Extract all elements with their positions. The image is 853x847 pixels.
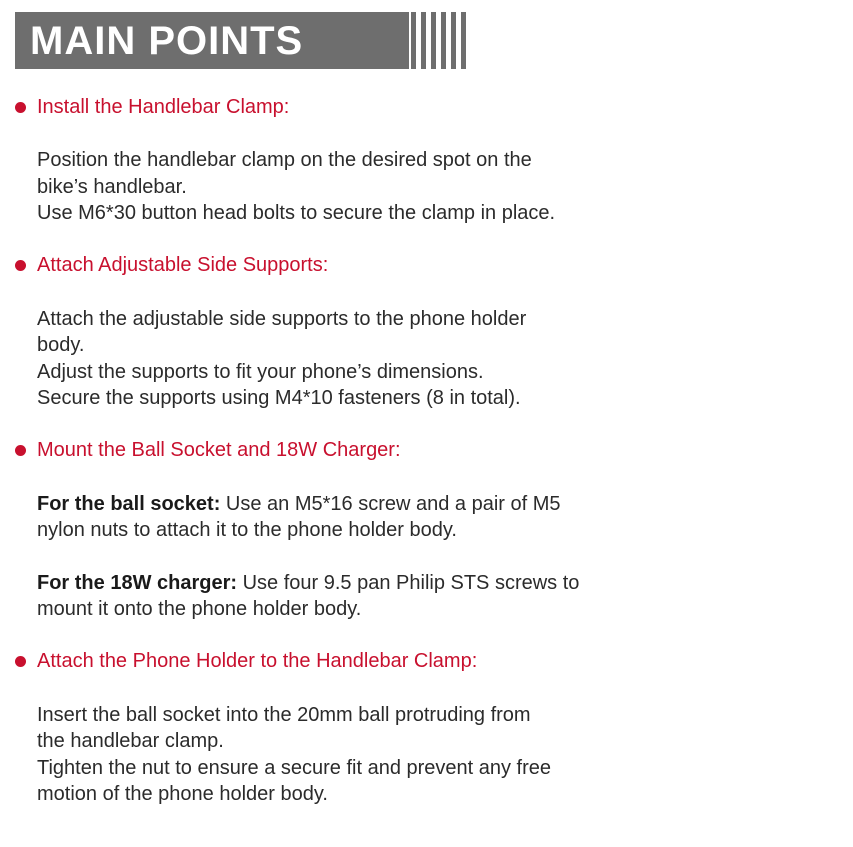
- body-line: [37, 491, 835, 518]
- body-line: the handlebar clamp.: [37, 730, 224, 752]
- ball-socket-label: For the ball socket:: [37, 492, 221, 515]
- section-heading: [15, 93, 835, 121]
- ball-socket-text: Use an M5*16 screw and a pair of M5: [220, 492, 561, 515]
- section-title: Install the Handlebar Clamp:: [37, 95, 290, 118]
- section-body: [37, 147, 835, 227]
- body-line: Insert the ball socket into the 20mm ball protruding from: [37, 703, 531, 726]
- paragraph-gap: [37, 544, 835, 570]
- section-title: Attach the Phone Holder to the Handlebar Clamp:: [37, 650, 478, 672]
- charger-text: Use four 9.5 pan Philip STS screws to: [237, 571, 580, 594]
- section-title: Attach Adjustable Side Supports:: [37, 254, 329, 276]
- stripe: [441, 12, 446, 69]
- decorative-stripes: [411, 12, 466, 69]
- body-line: Attach the adjustable side supports to the phone holder: [37, 307, 527, 330]
- stripe: [431, 12, 436, 69]
- section-heading: [15, 437, 835, 465]
- section-title: Mount the Ball Socket and 18W Charger:: [37, 439, 401, 461]
- body-line: Tighten the nut to ensure a secure fit and prevent any free: [37, 756, 552, 779]
- stripe: [461, 12, 466, 69]
- body-line: Secure the supports using M4*10 fasteners (8 in total).: [37, 387, 521, 409]
- main-points-list: [15, 93, 835, 833]
- charger-label: For the 18W charger:: [37, 571, 238, 594]
- section-side-supports: [15, 252, 835, 412]
- body-line: nylon nuts to attach it to the phone holder body.: [37, 519, 457, 541]
- body-line: Adjust the supports to fit your phone’s dimensions.: [37, 360, 484, 383]
- section-heading: [15, 648, 835, 676]
- page-title: MAIN POINTS: [30, 18, 304, 63]
- stripe: [411, 12, 416, 69]
- section-body: [37, 702, 835, 808]
- bullet-dot-icon: [15, 656, 26, 667]
- body-line: motion of the phone holder body.: [37, 783, 328, 805]
- section-body: [37, 306, 835, 412]
- body-line: mount it onto the phone holder body.: [37, 598, 362, 620]
- section-heading: [15, 252, 835, 280]
- bullet-dot-icon: [15, 102, 26, 113]
- bullet-dot-icon: [15, 445, 26, 456]
- header-banner: [15, 12, 409, 69]
- stripe: [421, 12, 426, 69]
- body-line: Use M6*30 button head bolts to secure the clamp in place.: [37, 202, 556, 224]
- section-ball-socket-charger: [15, 437, 835, 623]
- stripe: [451, 12, 456, 69]
- body-line: bike’s handlebar.: [37, 175, 187, 198]
- section-install-clamp: [15, 93, 835, 227]
- section-attach-holder: [15, 648, 835, 808]
- section-body: [37, 491, 835, 623]
- body-line: [37, 570, 835, 597]
- body-line: body.: [37, 334, 85, 356]
- bullet-dot-icon: [15, 260, 26, 271]
- body-line: Position the handlebar clamp on the desired spot on the: [37, 149, 532, 171]
